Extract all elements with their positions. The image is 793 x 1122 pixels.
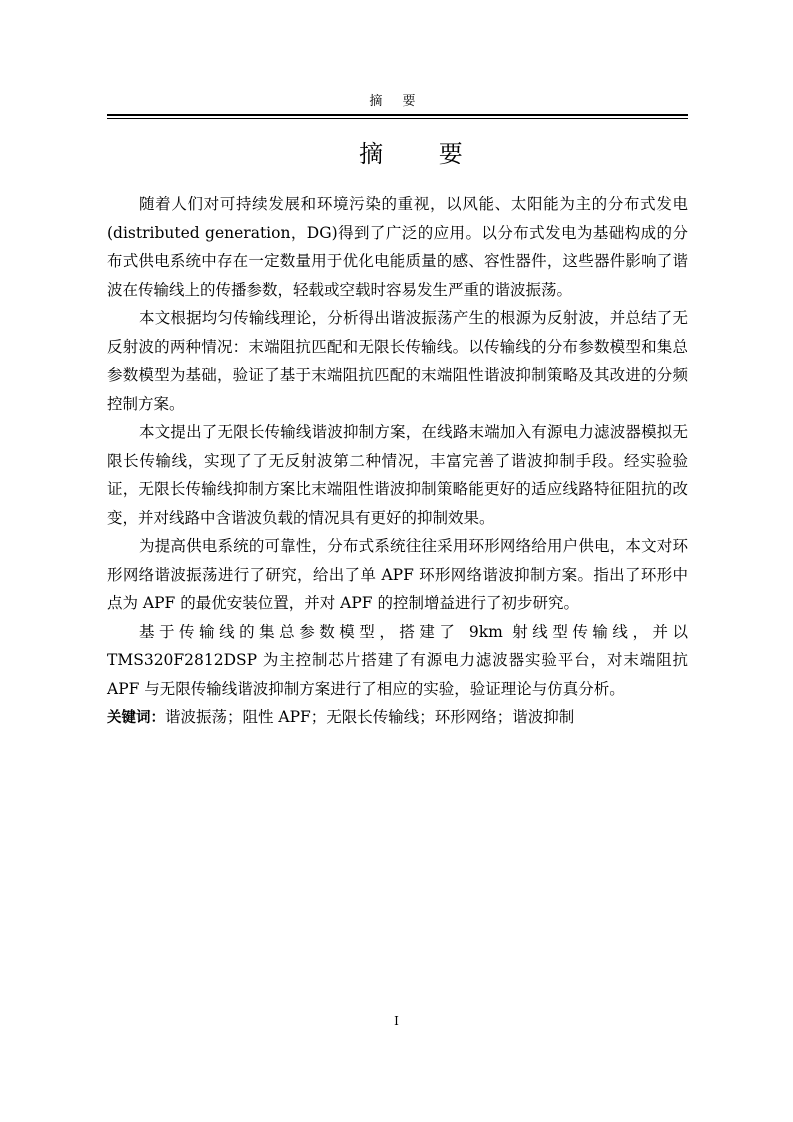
keywords-text: 谐波振荡；阻性 APF；无限长传输线；环形网络；谐波抑制 bbox=[165, 708, 575, 726]
abstract-paragraph-1: 随着人们对可持续发展和环境污染的重视，以风能、太阳能为主的分布式发电(distributed generation，DG)得到了广泛的应用。以分布式发电为基础构成的分布式供电系统中存在一定数量用于优化电能质量的感、容性器件，这些器件影响了谐波在传输线上的传播参数，轻载或空载时容易发生严重的谐波振荡。 bbox=[107, 195, 688, 299]
abstract-paragraph-3: 本文提出了无限长传输线谐波抑制方案，在线路末端加入有源电力滤波器模拟无限长传输线，实现了了无反射波第二种情况，丰富完善了谐波抑制手段。经实验验证，无限长传输线抑制方案比末端阻性谐波抑制策略能更好的适应线路特征阻抗的改变，并对线路中含谐波负载的情况具有更好的抑制效果。 bbox=[107, 423, 688, 527]
abstract-paragraph-4: 为提高供电系统的可靠性，分布式系统往往采用环形网络给用户供电，本文对环形网络谐波振荡进行了研究，给出了单 APF 环形网络谐波抑制方案。指出了环形中点为 APF 的最优安装位置，并对 APF 的控制增益进行了初步研究。 bbox=[107, 537, 688, 612]
abstract-paragraph-2: 本文根据均匀传输线理论，分析得出谐波振荡产生的根源为反射波，并总结了无反射波的两种情况：末端阻抗匹配和无限长传输线。以传输线的分布参数模型和集总参数模型为基础，验证了基于末端阻抗匹配的末端阻性谐波抑制策略及其改进的分频控制方案。 bbox=[107, 309, 688, 413]
header-rule-thick bbox=[107, 114, 688, 116]
abstract-paragraph-5: 基于传输线的集总参数模型，搭建了 9km 射线型传输线，并以 TMS320F2812DSP 为主控制芯片搭建了有源电力滤波器实验平台，对末端阻抗 APF 与无限传输线谐波抑制方案进行了相应的实验，验证理论与仿真分析。 bbox=[107, 622, 688, 698]
keywords-line bbox=[107, 703, 688, 733]
page-number: I bbox=[394, 1014, 399, 1028]
abstract-body bbox=[107, 190, 688, 733]
keywords-label: 关键词： bbox=[107, 710, 165, 726]
running-header: 摘 要 bbox=[369, 94, 424, 109]
page-title: 摘 要 bbox=[359, 140, 487, 168]
header-rule-thin bbox=[107, 118, 688, 119]
